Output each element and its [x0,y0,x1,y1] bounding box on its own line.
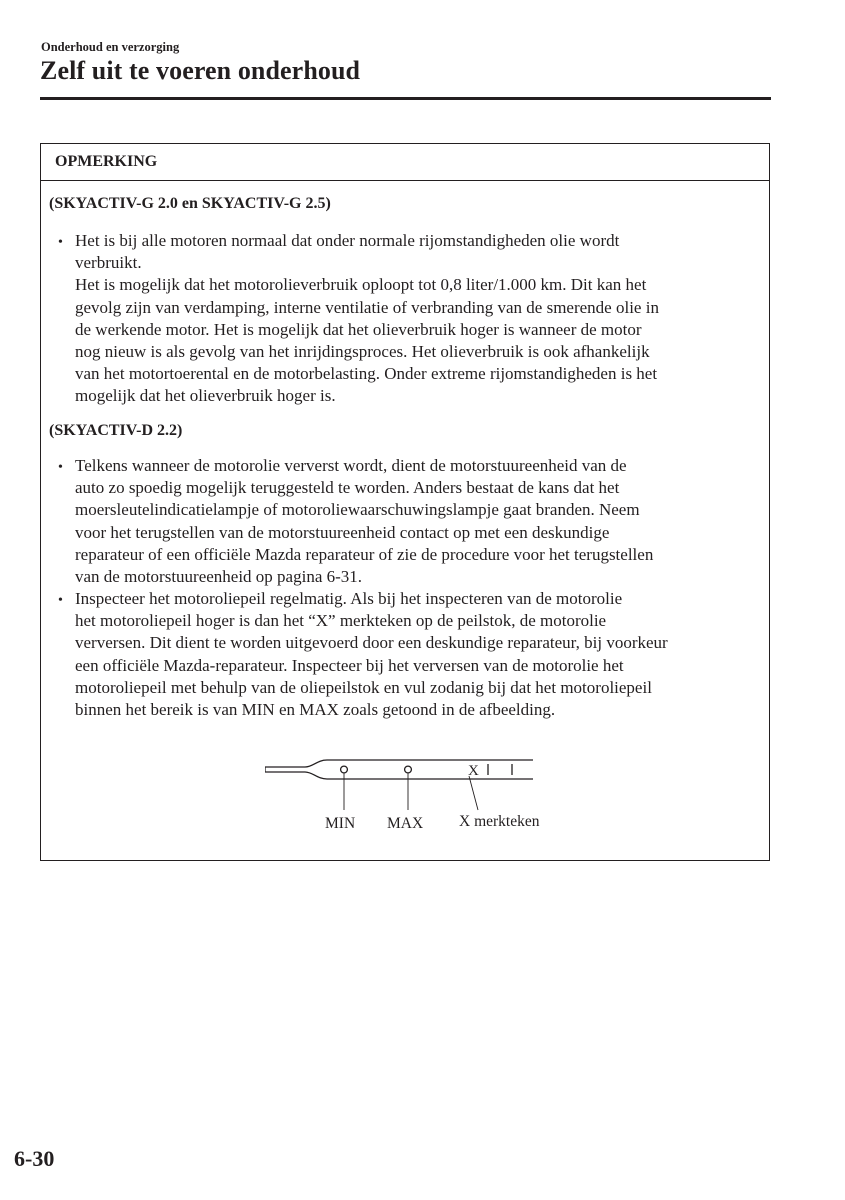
text-line: van de motorstuureenheid op pagina 6-31. [75,567,363,587]
paragraph-oil-level [75,588,765,721]
text-line: de werkende motor. Het is mogelijk dat het olieverbruik hoger is wanneer de motor [75,319,642,339]
bullet-icon: • [58,593,63,608]
page-title: Zelf uit te voeren onderhoud [40,56,361,85]
note-box [40,143,770,861]
text-line: Het is mogelijk dat het motorolieverbruik oploopt tot 0,8 liter/1.000 km. Dit kan het [75,275,647,295]
text-line: Inspecteer het motoroliepeil regelmatig. Als bij het inspecteren van de motorolie [75,589,623,608]
text-line: binnen het bereik is van MIN en MAX zoals getoond in de afbeelding. [75,700,556,720]
text-line: Het is bij alle motoren normaal dat onder normale rijomstandigheden olie wordt [75,231,620,250]
max-label: MAX [387,815,424,832]
text-line: verbruikt. [75,253,142,273]
paragraph-oil-consumption [75,230,765,408]
text-line: motoroliepeil met behulp van de oliepeilstok en vul zodanig bij dat het motoroliepeil [75,677,652,697]
page-number: 6-30 [14,1146,55,1171]
bullet-icon: • [58,460,63,475]
text-line: gevolg zijn van verdamping, interne ventilatie of verbranding van de smerende olie in [75,297,659,317]
paragraph-reset-ecu [75,455,765,588]
subsection-title-diesel: (SKYACTIV-D 2.2) [49,422,183,439]
text-line: van het motortoerental en de motorbelasting. Onder extreme rijomstandigheden is het [75,364,658,384]
dipstick-illustration [265,754,565,839]
section-label: Onderhoud en verzorging [41,40,180,54]
text-line: auto zo spoedig mogelijk teruggesteld te worden. Anders bestaat de kans dat het [75,478,620,498]
note-heading: OPMERKING [41,144,769,181]
text-line: een officiële Mazda-reparateur. Inspecteer bij het verversen van de motorolie het [75,655,624,675]
text-line: nog nieuw is als gevolg van het inrijdingsproces. Het olieverbruik is ook afhankelijk [75,342,650,362]
x-mark-label: X merkteken [459,813,540,830]
bullet-icon: • [58,235,63,250]
text-line: verversen. Dit dient te worden uitgevoerd door een deskundige reparateur, bij voorkeur [75,633,668,653]
text-line: voor het terugstellen van de motorstuureenheid contact op met een deskundige [75,522,610,542]
subsection-title-gasoline: (SKYACTIV-G 2.0 en SKYACTIV-G 2.5) [49,195,331,212]
min-label: MIN [325,815,356,832]
text-line: Telkens wanneer de motorolie ververst wordt, dient de motorstuureenheid van de [75,456,627,475]
x-mark-glyph: X [468,763,479,779]
text-line: mogelijk dat het olieverbruik hoger is. [75,386,336,406]
text-line: moersleutelindicatielampje of motoroliewaarschuwingslampje gaat branden. Neem [75,500,640,520]
text-line: reparateur of een officiële Mazda reparateur of zie de procedure voor het terugstellen [75,544,654,564]
text-line: het motoroliepeil hoger is dan het “X” merkteken op de peilstok, de motorolie [75,611,607,631]
heading-rule [40,97,771,100]
